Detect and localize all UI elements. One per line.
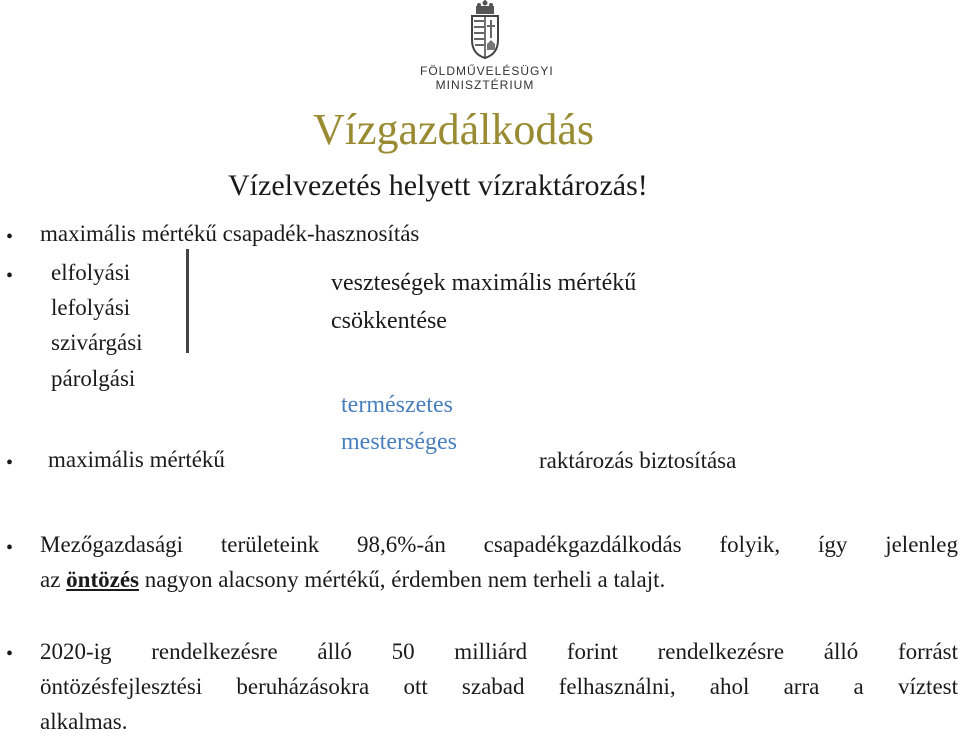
logo-text-line2: MINISZTÉRIUM xyxy=(435,78,535,92)
bullet-marker: • xyxy=(6,265,14,287)
paragraph-funding-line2: öntözésfejlesztési beruházásokra ott szabad felhasználni, ahol arra a víztest xyxy=(40,674,958,699)
loss-item-drainage: lefolyási xyxy=(51,295,131,320)
paragraph-funding-line3: alkalmas. xyxy=(40,709,128,734)
bullet-marker: • xyxy=(6,452,14,474)
loss-reduction-line2: csökkentése xyxy=(331,308,447,334)
hungarian-coat-of-arms-icon xyxy=(467,0,503,60)
storage-suffix: raktározás biztosítása xyxy=(539,448,737,473)
storage-option-artificial: mesterséges xyxy=(341,429,457,455)
storage-option-natural: természetes xyxy=(341,392,453,418)
bullet-marker: • xyxy=(6,643,14,665)
paragraph-funding-line1: 2020-ig rendelkezésre álló 50 milliárd forint rendelkezésre álló forrást xyxy=(40,639,958,664)
paragraph-funding xyxy=(40,634,958,739)
bullet-marker: • xyxy=(6,537,14,559)
bullet-marker: • xyxy=(6,226,14,248)
paragraph-agriculture-line1: Mezőgazdasági területeink 98,6%-án csapadékgazdálkodás folyik, így jelenleg xyxy=(40,532,958,557)
loss-item-evaporation: párolgási xyxy=(51,366,136,391)
paragraph-agriculture-line2 xyxy=(40,562,958,597)
loss-reduction-line1: veszteségek maximális mértékű xyxy=(331,270,637,296)
logo-text-line1: FÖLDMŰVELÉSÜGYI xyxy=(420,64,554,78)
page-title: Vízgazdálkodás xyxy=(313,105,594,154)
paragraph-agriculture xyxy=(40,527,958,597)
ministry-logo xyxy=(420,0,554,96)
loss-item-seepage: szivárgási xyxy=(51,330,143,355)
loss-item-runoff: elfolyási xyxy=(51,260,131,285)
text-fragment: az xyxy=(40,567,67,592)
text-fragment: nagyon alacsony mértékű, érdemben nem terheli a talajt. xyxy=(139,567,666,592)
page-subtitle: Vízelvezetés helyett vízraktározás! xyxy=(228,169,648,202)
storage-prefix: maximális mértékű xyxy=(48,447,225,472)
emphasis-irrigation: öntözés xyxy=(66,567,139,592)
bullet-rainwater-use: maximális mértékű csapadék-hasznosítás xyxy=(40,221,420,246)
grouping-bracket xyxy=(180,249,189,353)
